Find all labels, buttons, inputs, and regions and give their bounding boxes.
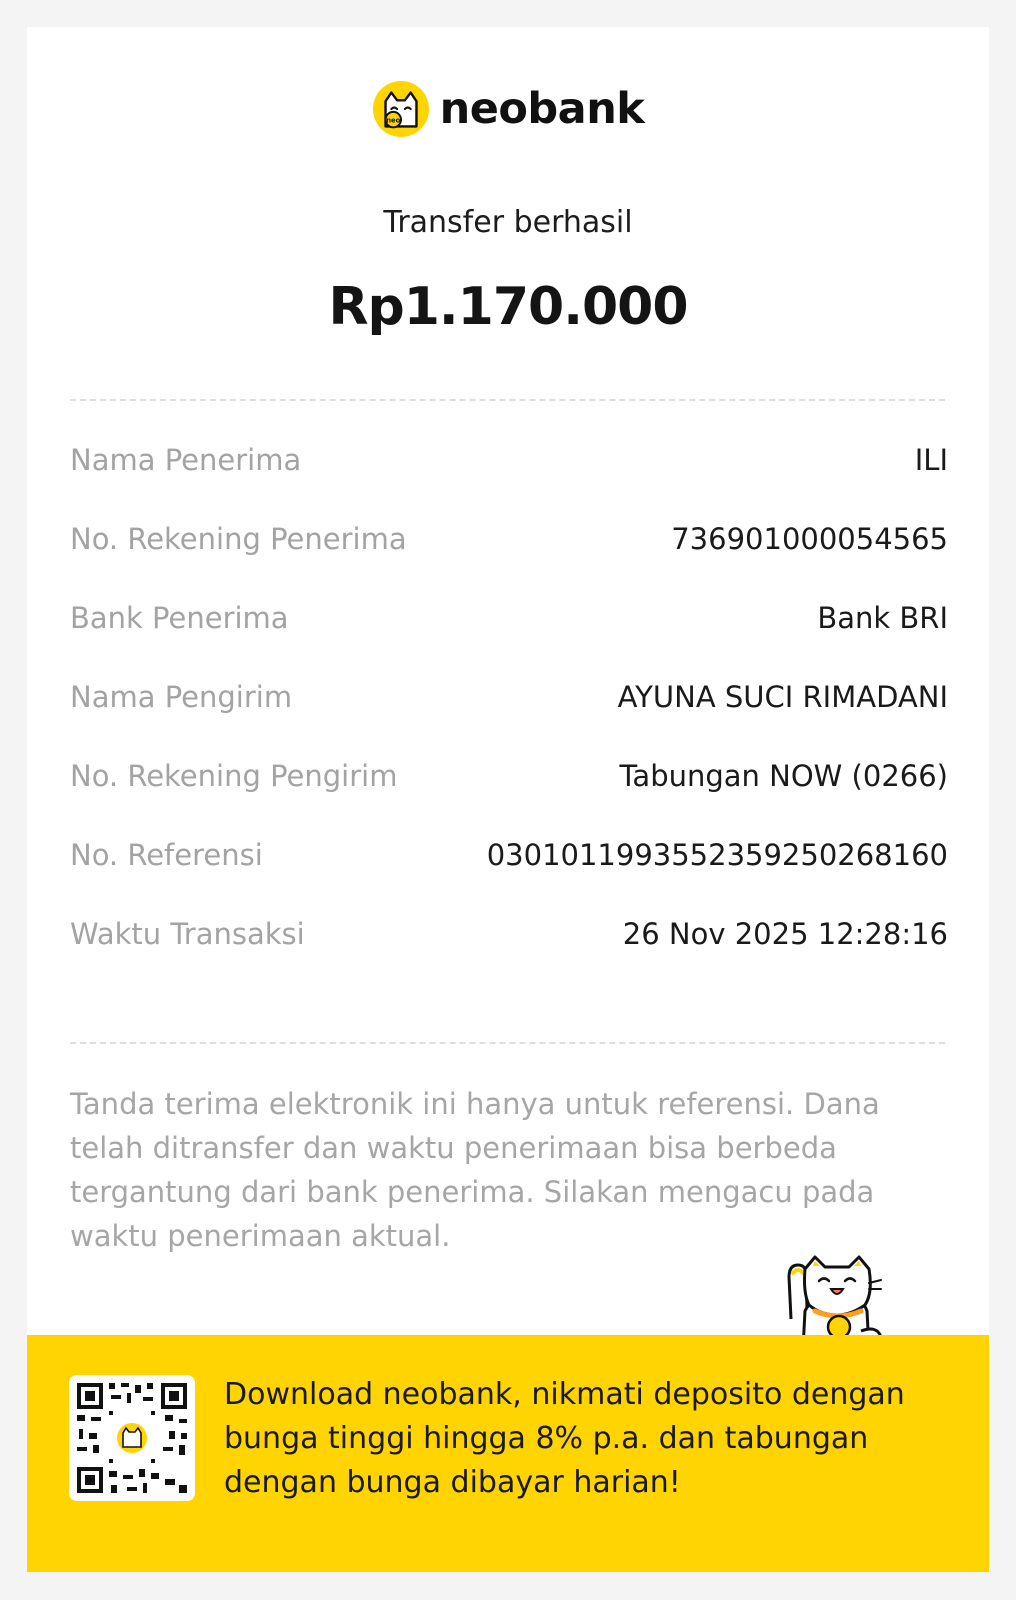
brand-name: neobank [439,84,645,134]
detail-value: AYUNA SUCI RIMADANI [617,680,948,714]
promo-text: Download neobank, nikmati deposito dengan bunga tinggi hingga 8% p.a. dan tabungan dengan bunga dibayar harian! [224,1377,905,1500]
dashed-divider-bottom [70,1042,945,1044]
detail-row-sender-account [70,759,948,838]
detail-value: Tabungan NOW (0266) [619,759,948,793]
detail-label: Waktu Transaksi [70,917,305,951]
detail-label: No. Rekening Penerima [70,522,407,556]
detail-row-recipient-name [70,443,948,522]
detail-label: Nama Pengirim [70,680,293,714]
neobank-cat-logo-icon [372,80,430,138]
transfer-amount: Rp1.170.000 [328,277,688,337]
transfer-receipt [27,27,989,1572]
detail-label: No. Referensi [70,838,263,872]
detail-value: 0301011993552359250268160 [486,838,948,872]
detail-label: Nama Penerima [70,443,302,477]
detail-label: No. Rekening Pengirim [70,759,398,793]
detail-label: Bank Penerima [70,601,289,635]
svg-text:neo: neo [385,116,400,125]
detail-value: ILI [914,443,948,477]
detail-row-transaction-time [70,917,948,996]
dashed-divider-top [70,399,945,401]
detail-value: 26 Nov 2025 12:28:16 [622,917,948,951]
detail-row-sender-name [70,680,948,759]
brand-logo [27,79,989,139]
detail-value: Bank BRI [817,601,948,635]
transaction-details [70,443,948,996]
download-promo-banner[interactable] [27,1335,989,1572]
detail-value: 736901000054565 [671,522,948,556]
receipt-disclaimer: Tanda terima elektronik ini hanya untuk referensi. Dana telah ditransfer dan waktu penerimaan bisa berbeda tergantung dari bank penerima. Silakan mengacu pada waktu penerimaan aktual. [70,1087,880,1253]
detail-row-reference-number [70,838,948,917]
detail-row-recipient-account [70,522,948,601]
detail-row-recipient-bank [70,601,948,680]
lucky-cat-mascot-icon [781,1249,891,1349]
transfer-status: Transfer berhasil [383,205,633,240]
qr-code-icon[interactable] [69,1375,195,1501]
